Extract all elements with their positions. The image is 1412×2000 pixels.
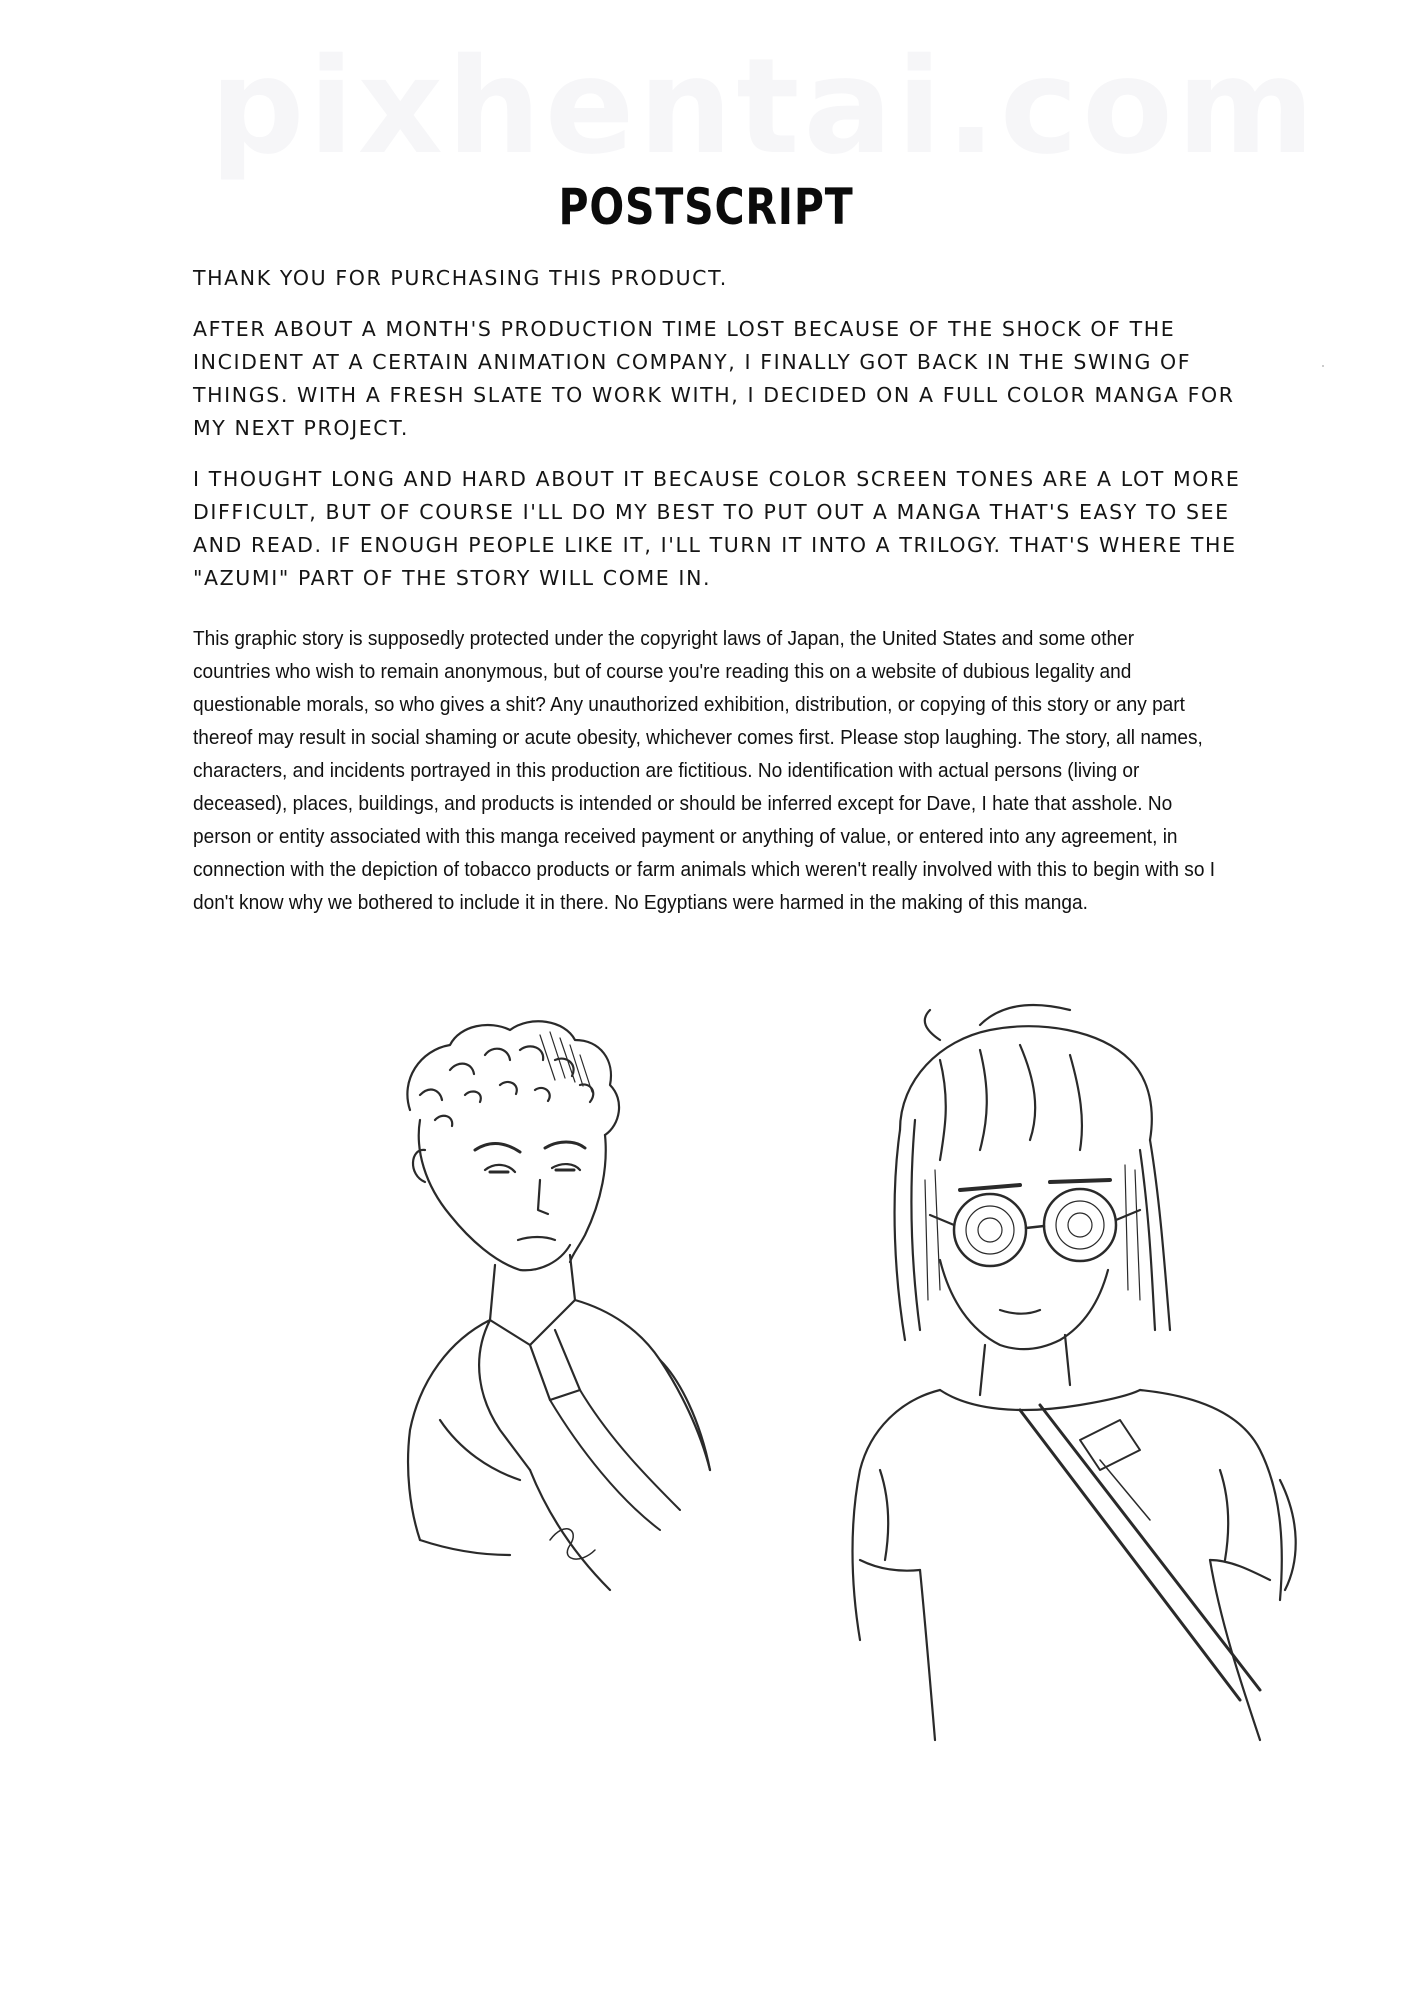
postscript-paragraph: AFTER ABOUT A MONTH'S PRODUCTION TIME LOST BECAUSE OF THE SHOCK OF THE INCIDENT AT A CERTAIN ANIMATION COMPANY, I FINALLY GOT BACK IN THE SWING OF THINGS. WITH A FRESH SLATE TO WORK WITH, I DECIDED ON A FULL COLOR MANGA FOR MY NEXT PROJECT. [193, 317, 1235, 440]
site-watermark: pixhentai.com [210, 30, 1319, 184]
page-title: POSTSCRIPT [558, 178, 854, 236]
copyright-disclaimer: This graphic story is supposedly protected under the copyright laws of Japan, the United States and some other countries who wish to remain anonymous, but of course you're reading this on a website of dubious legality and questionable morals, so who gives a shit? Any unauthorized exhibition, distribution, or copying of this story or any part thereof may result in social shaming or acute obesity, whichever comes first. Please stop laughing. The story, all names, characters, and incidents portrayed in this production are fictitious. No identification with actual persons (living or deceased), places, buildings, and products is intended or should be inferred except for Dave, I hate that asshole. No person or entity associated with this manga received payment or anything of value, or entered into any agreement, in connection with the depiction of tobacco products or farm animals which weren't really involved with this to begin with so I don't know why we bothered to include it in there. No Egyptians were harmed in the making of this manga. [193, 627, 1216, 914]
suit-man-sketch [407, 1021, 710, 1590]
character-sketch-illustration [380, 1000, 1360, 1760]
postscript-paragraph: THANK YOU FOR PURCHASING THIS PRODUCT. [193, 266, 728, 290]
speck [1322, 365, 1324, 367]
postscript-paragraph: I THOUGHT LONG AND HARD ABOUT IT BECAUSE COLOR SCREEN TONES ARE A LOT MORE DIFFICULT, BUT OF COURSE I'LL DO MY BEST TO PUT OUT A MANGA THAT'S EASY TO SEE AND READ. IF ENOUGH PEOPLE LIKE IT, I'LL TURN IT INTO A TRILOGY. THAT'S WHERE THE "AZUMI" PART OF THE STORY WILL COME IN. [193, 467, 1241, 590]
postscript-text [193, 262, 1253, 613]
glasses-character-sketch [853, 1005, 1296, 1740]
